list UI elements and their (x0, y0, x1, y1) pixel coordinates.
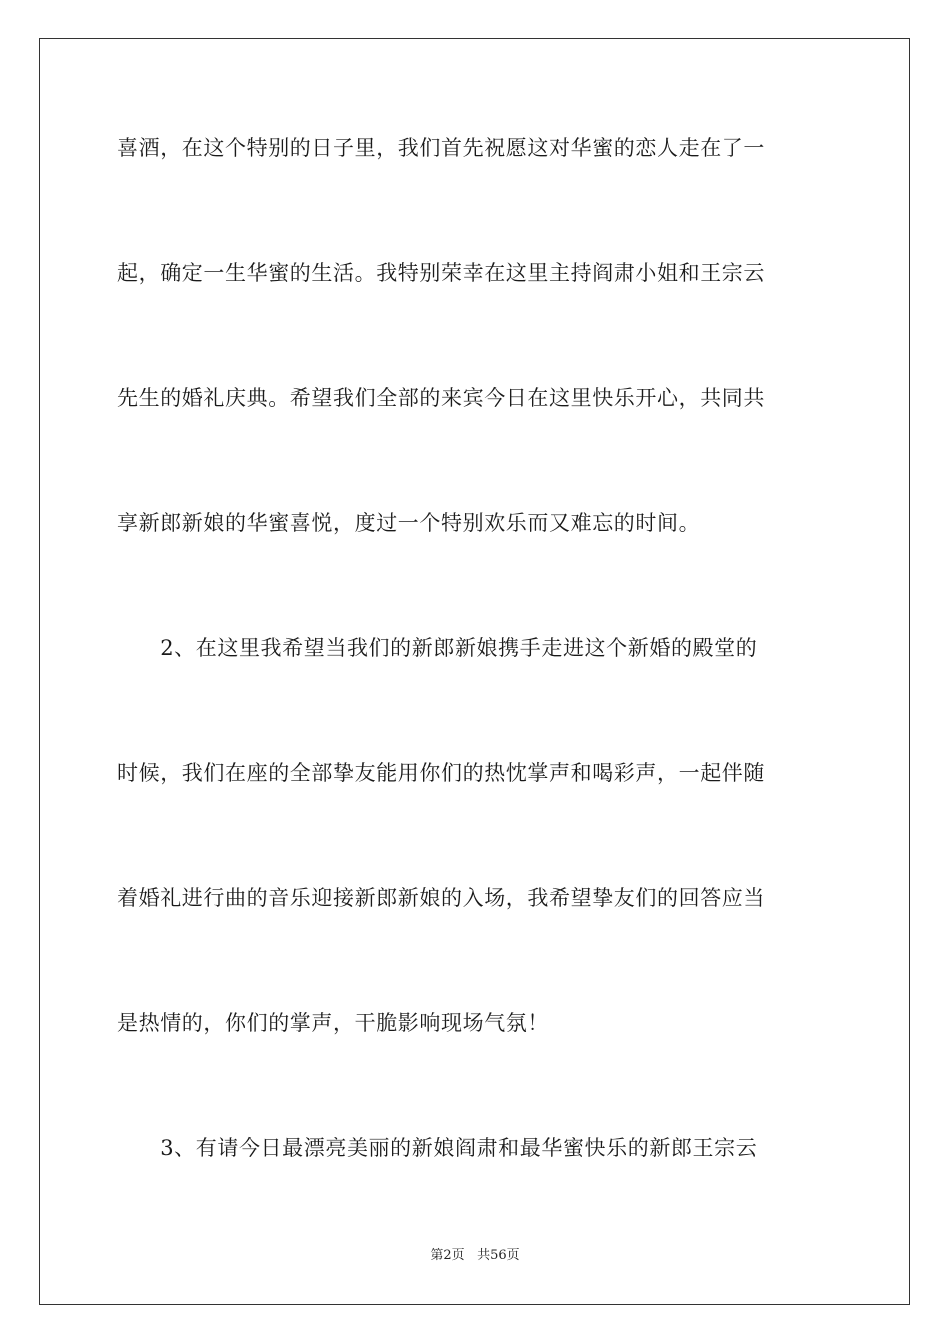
text-line: 先生的婚礼庆典。希望我们全部的来宾今日在这里快乐开心，共同共 (117, 386, 765, 410)
text-line: 享新郎新娘的华蜜喜悦，度过一个特别欢乐而又难忘的时间。 (117, 511, 701, 535)
text-line: 3、有请今日最漂亮美丽的新娘阎肃和最华蜜快乐的新郎王宗云 (117, 1136, 758, 1160)
page-number: 第2页 (430, 1248, 465, 1263)
page-total: 共56页 (477, 1248, 520, 1263)
text-line: 着婚礼进行曲的音乐迎接新郎新娘的入场，我希望挚友们的回答应当 (117, 886, 765, 910)
page-footer (0, 1247, 950, 1265)
text-line: 是热情的，你们的掌声，干脆影响现场气氛！ (117, 1011, 549, 1035)
text-line: 起，确定一生华蜜的生活。我特别荣幸在这里主持阎肃小姐和王宗云 (117, 261, 765, 285)
text-line: 喜酒，在这个特别的日子里，我们首先祝愿这对华蜜的恋人走在了一 (117, 136, 765, 160)
text-line: 2、在这里我希望当我们的新郎新娘携手走进这个新婚的殿堂的 (117, 636, 758, 660)
page-border (39, 38, 910, 1305)
text-line: 时候，我们在座的全部挚友能用你们的热忱掌声和喝彩声，一起伴随 (117, 761, 765, 785)
